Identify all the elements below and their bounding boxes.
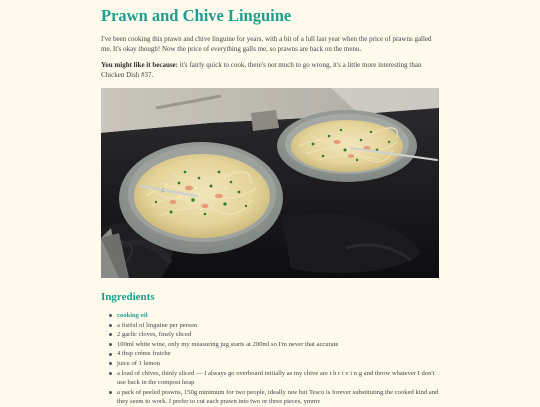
ingredient-item: 2 garlic cloves, finely sliced bbox=[117, 330, 439, 340]
ingredient-item: 100ml white wine, only my measuring jug starts at 200ml so I'm never that accurate bbox=[117, 340, 439, 350]
ingredient-item: a load of chives, thinly sliced — I always go overboard initially as my chive are t h r i v i n g and throw whatever I don't use back in the compost heap bbox=[117, 369, 439, 388]
why-text: it's fairly quick to cook, there's not much to go wrong, it's a little more interesting than Chicken Dish #37. bbox=[101, 61, 422, 79]
ingredient-item[interactable] bbox=[117, 311, 439, 321]
ingredient-item: a fistful of linguine per person bbox=[117, 321, 439, 331]
ingredient-item: 4 tbsp crème fraiche bbox=[117, 349, 439, 359]
ingredients-list bbox=[101, 311, 439, 407]
ingredient-item: a pack of peeled prawns, 150g minimum for two people, ideally raw but Tesco is forever substituting the cooked kind and they seem to work. I prefer to cut each prawn into two or three pieces, ymmv bbox=[117, 388, 439, 406]
ingredient-item: juice of 1 lemon bbox=[117, 359, 439, 369]
ingredient-link[interactable]: cooking oil bbox=[117, 312, 148, 319]
why-paragraph bbox=[101, 60, 439, 80]
page-title: Prawn and Chive Linguine bbox=[101, 6, 292, 25]
recipe-photo bbox=[101, 88, 439, 278]
intro-paragraph: I've been cooking this prawn and chive linguine for years, with a bit of a lull last year when the price of prawns galled me. It's okay though! Now the price of everything galls me, so prawns are back on the menu. bbox=[101, 35, 432, 53]
recipe-content bbox=[101, 0, 439, 407]
ingredients-heading: Ingredients bbox=[101, 291, 155, 303]
why-label: You might like it because: bbox=[101, 61, 178, 69]
